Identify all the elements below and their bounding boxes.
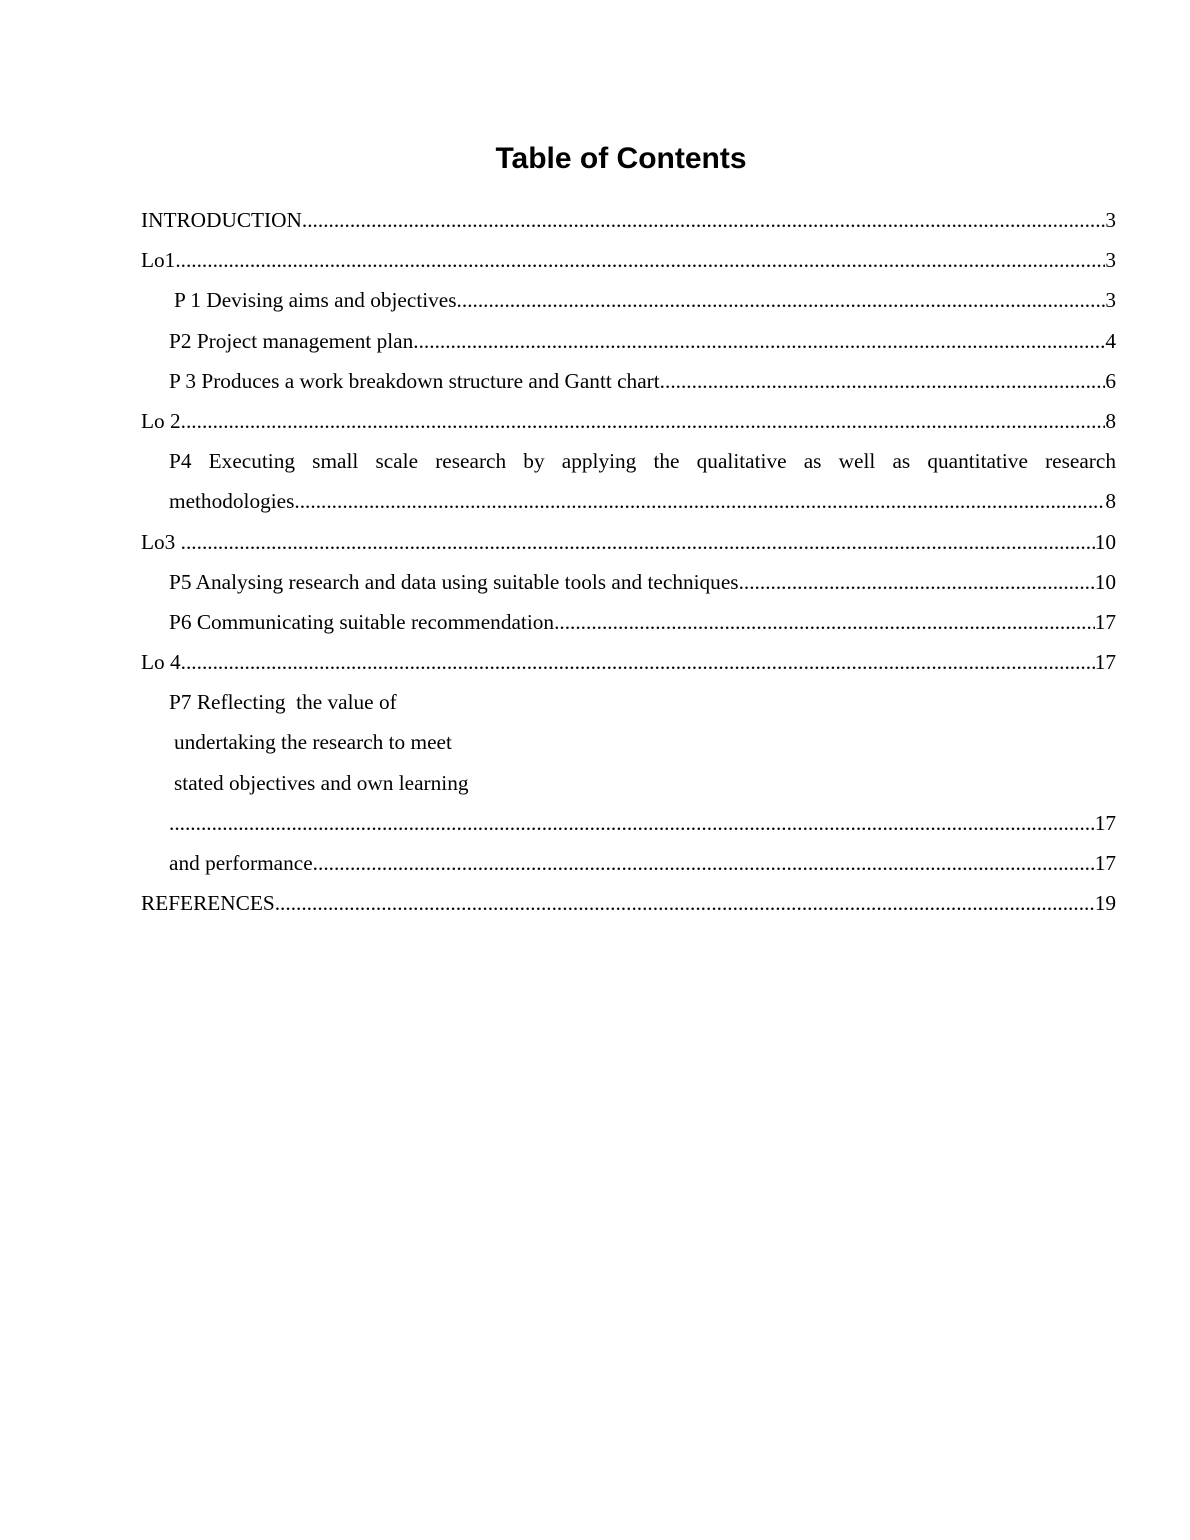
toc-entry-p4-continued[interactable] [141, 481, 1116, 521]
toc-entry-label: methodologies [169, 489, 295, 514]
toc-entry-label: P2 Project management plan [169, 328, 414, 353]
toc-page-number: 17 [1094, 650, 1116, 675]
toc-page-number: 8 [1105, 408, 1116, 433]
dot-leader [175, 240, 1105, 280]
toc-page-number: 10 [1094, 529, 1116, 554]
toc-entry-p1[interactable] [141, 280, 1116, 320]
dot-leader [294, 481, 1105, 521]
toc-entry-references[interactable] [141, 883, 1116, 923]
toc-entry-p7-continued[interactable] [141, 843, 1116, 883]
dot-leader [302, 200, 1105, 240]
toc-entry-label: undertaking the research to meet [174, 730, 452, 755]
toc-page-number: 17 [1094, 851, 1116, 875]
toc-entry-p3[interactable] [141, 361, 1116, 401]
dot-leader [181, 401, 1106, 441]
toc-page-number: 3 [1105, 248, 1116, 273]
toc-page-number: 3 [1105, 208, 1116, 232]
toc-entry-label: INTRODUCTION [141, 208, 302, 232]
dot-leader [660, 361, 1106, 401]
toc-page-number: 6 [1105, 368, 1116, 393]
toc-entry-p7[interactable] [141, 682, 1116, 722]
toc-entry-label: REFERENCES [141, 891, 275, 916]
toc-page-number: 19 [1094, 891, 1116, 916]
toc-entry-p5[interactable] [141, 562, 1116, 602]
dot-leader [413, 321, 1105, 361]
toc-entry-p7-line3[interactable] [141, 763, 1116, 803]
toc-entry-p4[interactable] [141, 441, 1116, 481]
toc-entry-label: P 1 Devising aims and objectives [174, 288, 457, 313]
table-of-contents [141, 200, 1116, 923]
toc-entry-lo1[interactable] [141, 240, 1116, 280]
dot-leader [313, 843, 1095, 883]
toc-entry-label: P6 Communicating suitable recommendation [169, 609, 555, 634]
toc-page-number: 4 [1105, 328, 1116, 353]
toc-entry-lo3[interactable] [141, 522, 1116, 562]
toc-entry-label: Lo1 [141, 248, 176, 273]
toc-entry-label: P7 Reflecting the value of [169, 690, 397, 715]
toc-entry-label: and performance [169, 851, 313, 875]
toc-entry-label: P4 Executing small scale research by applying the qualitative as well as quantitative research [169, 449, 1116, 474]
dot-leader [275, 883, 1095, 923]
toc-entry-p7-line2[interactable] [141, 722, 1116, 762]
toc-page-number: 8 [1105, 489, 1116, 514]
page-title: Table of Contents [495, 142, 747, 175]
dot-leader [181, 642, 1095, 682]
toc-entry-lo2[interactable] [141, 401, 1116, 441]
toc-entry-introduction[interactable] [141, 200, 1116, 240]
toc-page-number: 17 [1094, 810, 1116, 835]
toc-entry-label: Lo 4 [141, 650, 181, 675]
toc-entry-p6[interactable] [141, 602, 1116, 642]
toc-entry-p7-leader[interactable] [141, 803, 1116, 843]
dot-leader [457, 280, 1106, 320]
toc-entry-label: P5 Analysing research and data using suitable tools and techniques [169, 569, 739, 594]
toc-page-number: 10 [1094, 569, 1116, 594]
toc-entry-lo4[interactable] [141, 642, 1116, 682]
toc-entry-label: Lo3 [141, 529, 181, 554]
dot-leader [169, 803, 1095, 843]
toc-page-number: 3 [1105, 288, 1116, 313]
dot-leader [181, 522, 1095, 562]
toc-entry-label: stated objectives and own learning [174, 770, 469, 795]
toc-entry-label: Lo 2 [141, 408, 181, 433]
dot-leader [739, 562, 1095, 602]
toc-page-number: 17 [1094, 609, 1116, 634]
dot-leader [554, 602, 1095, 642]
toc-entry-p2[interactable] [141, 321, 1116, 361]
toc-entry-label: P 3 Produces a work breakdown structure and Gantt chart [169, 368, 660, 393]
